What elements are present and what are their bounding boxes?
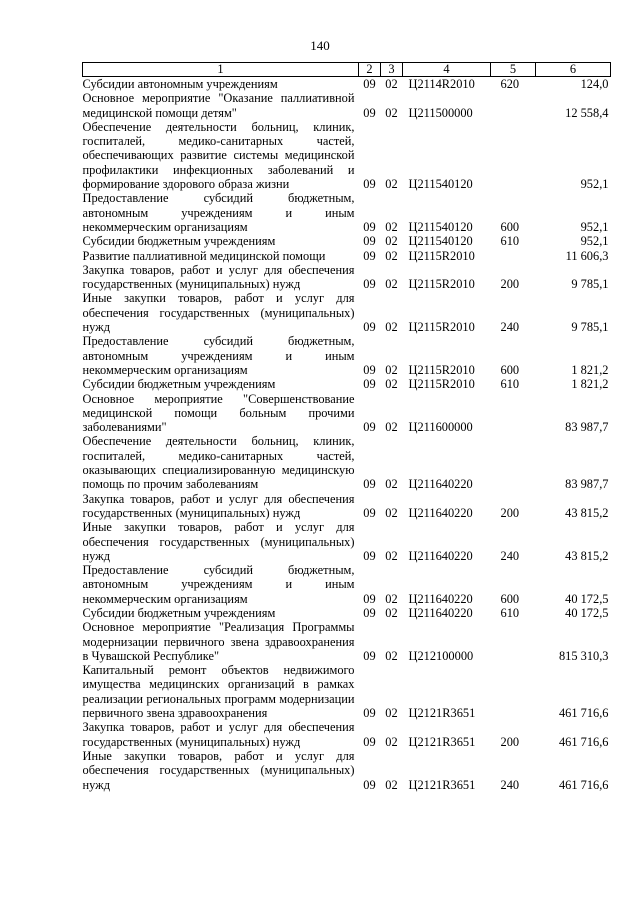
row-target-article: Ц211640220	[408, 605, 473, 620]
row-amount: 83 987,7	[565, 420, 609, 435]
row-expense-type	[491, 120, 536, 191]
row-target-article: Ц2121R3651	[408, 777, 476, 792]
row-subsection: 02	[385, 77, 398, 91]
row-expense-type: 200	[500, 505, 520, 520]
row-expense-type: 620	[500, 77, 520, 91]
table-row	[83, 120, 611, 191]
table-body	[83, 77, 611, 792]
row-amount: 461 716,6	[558, 734, 609, 749]
budget-table	[82, 62, 611, 792]
row-target-article: Ц2115R2010	[408, 248, 475, 263]
row-target-article: Ц211600000	[408, 420, 473, 435]
table-row	[83, 234, 611, 248]
row-target-article: Ц2115R2010	[408, 362, 475, 377]
row-name: Развитие паллиативной медицинской помощи	[82, 248, 326, 263]
row-subsection: 02	[385, 234, 398, 249]
row-subsection: 02	[385, 219, 398, 234]
header-col-4: 4	[403, 63, 491, 77]
row-expense-type: 610	[500, 377, 520, 392]
row-target-article: Ц211640220	[408, 505, 473, 520]
row-subsection: 02	[385, 505, 398, 520]
row-section: 09	[363, 591, 376, 606]
row-name: Закупка товаров, работ и услуг для обеспечения государственных (муниципальных) нужд	[82, 262, 355, 292]
row-name: Иные закупки товаров, работ и услуг для обеспечения государственных (муниципальных) нужд	[82, 748, 355, 792]
row-expense-type: 600	[500, 219, 520, 234]
row-name: Иные закупки товаров, работ и услуг для обеспечения государственных (муниципальных) нужд	[82, 291, 355, 335]
row-name: Закупка товаров, работ и услуг для обеспечения государственных (муниципальных) нужд	[82, 720, 355, 749]
table-row	[83, 191, 611, 234]
row-amount: 9 785,1	[571, 277, 609, 292]
row-expense-type	[491, 392, 536, 435]
row-section: 09	[363, 706, 376, 721]
row-subsection: 02	[385, 706, 398, 721]
table-row	[83, 720, 611, 749]
table-row	[83, 563, 611, 606]
row-subsection: 02	[385, 548, 398, 563]
table-row	[83, 663, 611, 720]
row-expense-type	[491, 663, 536, 720]
row-expense-type: 240	[500, 320, 520, 335]
row-section: 09	[363, 505, 376, 520]
table-row	[83, 91, 611, 120]
row-amount: 1 821,2	[571, 362, 609, 377]
row-expense-type: 600	[500, 591, 520, 606]
table-row	[83, 606, 611, 620]
row-amount: 43 815,2	[565, 548, 609, 563]
row-name: Капитальный ремонт объектов недвижимого имущества медицинских организаций в рамках реализации региональных программ модернизации первичного звена здравоохранения	[82, 663, 355, 721]
row-expense-type: 200	[500, 277, 520, 292]
row-subsection: 02	[385, 277, 398, 292]
page-number: 140	[310, 38, 330, 53]
row-amount: 40 172,5	[565, 605, 609, 620]
table-row	[83, 377, 611, 391]
row-target-article: Ц211640220	[408, 591, 473, 606]
row-section: 09	[363, 477, 376, 492]
row-subsection: 02	[385, 177, 398, 192]
row-target-article: Ц211540120	[408, 219, 473, 234]
row-subsection: 02	[385, 734, 398, 749]
row-expense-type: 240	[500, 548, 520, 563]
row-subsection: 02	[385, 248, 398, 263]
row-section: 09	[363, 219, 376, 234]
row-amount: 1 821,2	[571, 377, 609, 392]
row-expense-type: 240	[500, 777, 520, 792]
row-section: 09	[363, 248, 376, 263]
row-target-article: Ц2115R2010	[408, 377, 475, 392]
row-amount: 11 606,3	[565, 248, 609, 263]
row-expense-type	[491, 249, 536, 263]
row-section: 09	[363, 420, 376, 435]
row-amount: 12 558,4	[565, 105, 609, 120]
table-row	[83, 492, 611, 521]
table-row	[83, 392, 611, 435]
table-row	[83, 620, 611, 663]
row-target-article: Ц2121R3651	[408, 734, 476, 749]
row-name: Иные закупки товаров, работ и услуг для обеспечения государственных (муниципальных) нужд	[82, 520, 355, 563]
row-section: 09	[363, 605, 376, 620]
row-target-article: Ц2121R3651	[408, 706, 476, 721]
table-row	[83, 249, 611, 263]
row-subsection: 02	[385, 362, 398, 377]
row-amount: 952,1	[580, 219, 609, 234]
row-subsection: 02	[385, 320, 398, 335]
row-name: Предоставление субсидий бюджетным, автономным учреждениям и иным некоммерческим организациям	[82, 334, 355, 377]
row-section: 09	[363, 320, 376, 335]
row-subsection: 02	[385, 648, 398, 663]
row-amount: 815 310,3	[558, 648, 609, 663]
row-target-article: Ц2114R2010	[408, 77, 475, 91]
row-amount: 9 785,1	[571, 320, 609, 335]
row-target-article: Ц211540120	[408, 234, 473, 249]
table-row	[83, 291, 611, 334]
row-expense-type	[491, 434, 536, 491]
row-target-article: Ц2115R2010	[408, 320, 475, 335]
row-expense-type	[491, 91, 536, 120]
table-row	[83, 520, 611, 563]
row-expense-type: 610	[500, 605, 520, 620]
header-col-2: 2	[359, 63, 381, 77]
table-row	[83, 263, 611, 292]
row-name: Основное мероприятие "Совершенствование медицинской помощи больным прочими заболеваниями"	[82, 391, 355, 435]
row-amount: 43 815,2	[565, 505, 609, 520]
row-section: 09	[363, 377, 376, 392]
row-expense-type: 610	[500, 234, 520, 249]
row-target-article: Ц212100000	[408, 648, 474, 663]
row-section: 09	[363, 177, 376, 192]
row-section: 09	[363, 277, 376, 292]
row-name: Обеспечение деятельности больниц, клиник, госпиталей, медико-санитарных частей, оказывающих специализированную медицинскую помощь по прочим заболеваниям	[82, 434, 355, 492]
row-target-article: Ц211640220	[408, 548, 473, 563]
row-amount: 952,1	[580, 177, 609, 192]
row-name: Обеспечение деятельности больниц, клиник, госпиталей, медико-санитарных частей, обеспечивающих развитие системы медицинской профилактики инфекционных заболеваний и формирование здорового образа жизни	[82, 119, 355, 192]
row-name: Закупка товаров, работ и услуг для обеспечения государственных (муниципальных) нужд	[82, 491, 355, 520]
row-section: 09	[363, 734, 376, 749]
row-expense-type: 200	[500, 734, 520, 749]
row-subsection: 02	[385, 777, 398, 792]
row-section: 09	[363, 648, 376, 663]
row-amount: 40 172,5	[565, 591, 609, 606]
row-subsection: 02	[385, 591, 398, 606]
row-subsection: 02	[385, 477, 398, 492]
row-name: Субсидии бюджетным учреждениям	[82, 605, 276, 620]
header-col-6: 6	[536, 63, 611, 77]
row-section: 09	[363, 777, 376, 792]
row-subsection: 02	[385, 377, 398, 392]
row-section: 09	[363, 362, 376, 377]
row-section: 09	[363, 548, 376, 563]
row-target-article: Ц211540120	[408, 177, 473, 192]
header-col-3: 3	[381, 63, 403, 77]
table-row	[83, 77, 611, 92]
row-amount: 461 716,6	[558, 706, 609, 721]
row-amount: 124,0	[580, 77, 609, 91]
header-col-5: 5	[491, 63, 536, 77]
row-target-article: Ц211640220	[408, 477, 473, 492]
row-name: Основное мероприятие "Реализация Программы модернизации первичного звена здравоохранения в Чувашской Республике"	[82, 620, 355, 663]
table-header	[83, 63, 611, 77]
header-col-1: 1	[83, 63, 359, 77]
row-section: 09	[363, 105, 376, 120]
row-section: 09	[363, 234, 376, 249]
row-name: Предоставление субсидий бюджетным, автономным учреждениям и иным некоммерческим организациям	[82, 191, 355, 234]
row-target-article: Ц211500000	[408, 105, 473, 120]
row-name: Субсидии бюджетным учреждениям	[82, 377, 276, 392]
row-target-article: Ц2115R2010	[408, 277, 475, 292]
row-name: Субсидии бюджетным учреждениям	[82, 234, 276, 249]
row-name: Предоставление субсидий бюджетным, автономным учреждениям и иным некоммерческим организациям	[82, 563, 355, 606]
row-amount: 952,1	[580, 234, 609, 249]
row-amount: 461 716,6	[558, 777, 609, 792]
row-amount: 83 987,7	[565, 477, 609, 492]
row-section: 09	[363, 77, 376, 91]
row-expense-type: 600	[500, 362, 520, 377]
row-expense-type	[491, 620, 536, 663]
table-row	[83, 749, 611, 792]
table-row	[83, 334, 611, 377]
row-name: Субсидии автономным учреждениям	[82, 77, 278, 91]
row-subsection: 02	[385, 605, 398, 620]
header-row	[83, 63, 611, 77]
row-name: Основное мероприятие "Оказание паллиативной медицинской помощи детям"	[82, 91, 355, 120]
table-row	[83, 434, 611, 491]
row-subsection: 02	[385, 420, 398, 435]
row-subsection: 02	[385, 105, 398, 120]
